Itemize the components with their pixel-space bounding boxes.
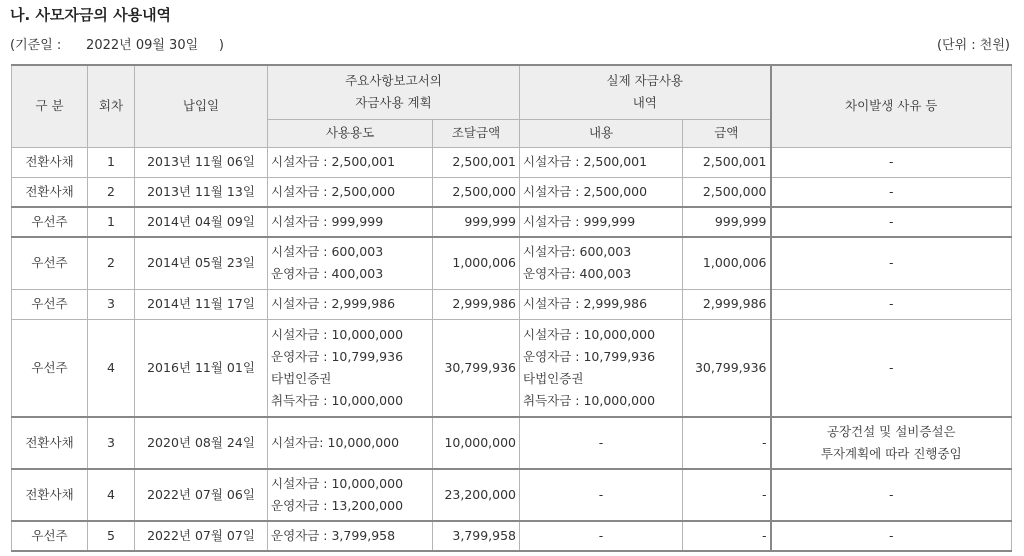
cell-plan-purpose-line: 시설자금 : 2,500,000 <box>271 183 396 199</box>
cell-actual-content <box>520 237 683 289</box>
table-row <box>12 177 1012 207</box>
cell-category: 우선주 <box>12 319 88 417</box>
cell-reason-line: - <box>889 359 894 375</box>
cell-round: 2 <box>88 237 135 289</box>
cell-plan-purpose <box>268 207 433 237</box>
cell-plan-purpose-line: 시설자금 : 10,000,000 <box>271 476 404 491</box>
basis-date: (기준일 : 2022년 09월 30일 ) <box>10 38 224 53</box>
cell-round: 3 <box>88 289 135 319</box>
cell-actual-content <box>520 521 683 551</box>
cell-plan-purpose <box>268 147 433 177</box>
cell-actual-amount: 2,500,000 <box>683 177 771 207</box>
header-plan-amount: 조달금액 <box>433 119 520 147</box>
cell-plan-purpose-line: 운영자금 : 400,003 <box>271 266 384 282</box>
cell-plan-purpose-line: 시설자금: 10,000,000 <box>271 435 400 450</box>
cell-plan-purpose <box>268 289 433 319</box>
cell-actual-content-line: 시설자금 : 2,500,001 <box>523 154 648 169</box>
cell-round: 2 <box>88 177 135 207</box>
cell-plan-amount: 1,000,006 <box>433 237 520 289</box>
table-row <box>12 147 1012 177</box>
cell-round: 4 <box>88 469 135 521</box>
cell-actual-content-line: 시설자금: 600,003 <box>523 244 632 260</box>
cell-payment-date: 2022년 07월 07일 <box>135 521 268 551</box>
cell-actual-amount: 2,500,001 <box>683 147 771 177</box>
cell-reason-line: - <box>889 183 894 199</box>
cell-actual-amount: - <box>683 521 771 551</box>
cell-plan-purpose-line: 시설자금 : 10,000,000 <box>271 326 404 342</box>
cell-plan-purpose <box>268 177 433 207</box>
cell-plan-amount: 2,500,000 <box>433 177 520 207</box>
cell-actual-amount: 999,999 <box>683 207 771 237</box>
cell-payment-date: 2013년 11월 06일 <box>135 147 268 177</box>
cell-category: 전환사채 <box>12 147 88 177</box>
header-reason: 차이발생 사유 등 <box>771 65 1012 147</box>
cell-plan-purpose <box>268 521 433 551</box>
cell-reason <box>771 289 1012 319</box>
cell-actual-content-line: 시설자금 : 10,000,000 <box>523 326 656 342</box>
cell-reason-line: 투자계획에 따라 진행중임 <box>820 446 962 461</box>
cell-reason <box>771 469 1012 521</box>
cell-actual-content <box>520 207 683 237</box>
header-round: 회차 <box>88 65 135 147</box>
cell-actual-content-line: 시설자금 : 2,500,000 <box>523 183 648 199</box>
cell-payment-date: 2014년 11월 17일 <box>135 289 268 319</box>
header-actual-amount: 금액 <box>683 119 771 147</box>
cell-plan-amount: 23,200,000 <box>433 469 520 521</box>
cell-round: 1 <box>88 207 135 237</box>
cell-actual-content <box>520 417 683 469</box>
header-actual-content: 내용 <box>520 119 683 147</box>
table-row <box>12 289 1012 319</box>
cell-reason-line: - <box>889 528 894 543</box>
cell-reason-line: 공장건설 및 설비증설은 <box>826 424 956 439</box>
cell-actual-amount: 1,000,006 <box>683 237 771 289</box>
cell-plan-purpose-line: 운영자금 : 3,799,958 <box>271 528 396 543</box>
cell-round: 5 <box>88 521 135 551</box>
cell-plan-purpose-line: 운영자금 : 13,200,000 <box>271 498 404 513</box>
cell-payment-date: 2020년 08월 24일 <box>135 417 268 469</box>
cell-plan-amount: 2,999,986 <box>433 289 520 319</box>
cell-reason <box>771 177 1012 207</box>
cell-reason <box>771 417 1012 469</box>
cell-category: 전환사채 <box>12 469 88 521</box>
cell-plan-purpose <box>268 469 433 521</box>
cell-plan-purpose-line: 시설자금 : 999,999 <box>271 214 384 229</box>
cell-payment-date: 2016년 11월 01일 <box>135 319 268 417</box>
cell-reason <box>771 237 1012 289</box>
cell-actual-content <box>520 319 683 417</box>
cell-actual-content <box>520 147 683 177</box>
cell-actual-amount: - <box>683 417 771 469</box>
table-row <box>12 237 1012 289</box>
unit-label: (단위 : 천원) <box>936 38 1010 53</box>
cell-plan-purpose-line: 취득자금 : 10,000,000 <box>271 392 404 408</box>
cell-reason <box>771 147 1012 177</box>
cell-actual-content <box>520 177 683 207</box>
cell-reason-line: - <box>889 154 894 169</box>
cell-plan-amount: 10,000,000 <box>433 417 520 469</box>
header-plan-group: 주요사항보고서의 자금사용 계획 <box>268 65 520 119</box>
table-row <box>12 207 1012 237</box>
table-row <box>12 469 1012 521</box>
cell-actual-content-line: - <box>598 487 604 502</box>
header-actual-group: 실제 자금사용 내역 <box>520 65 771 119</box>
section-title: 나. 사모자금의 사용내역 <box>10 6 172 24</box>
cell-payment-date: 2014년 05월 23일 <box>135 237 268 289</box>
cell-category: 전환사채 <box>12 177 88 207</box>
cell-plan-purpose-line: 시설자금 : 600,003 <box>271 244 384 260</box>
cell-round: 3 <box>88 417 135 469</box>
cell-reason <box>771 207 1012 237</box>
cell-reason <box>771 319 1012 417</box>
table-row <box>12 521 1012 551</box>
cell-reason <box>771 521 1012 551</box>
cell-category: 우선주 <box>12 521 88 551</box>
cell-category: 우선주 <box>12 207 88 237</box>
cell-plan-purpose <box>268 417 433 469</box>
cell-category: 우선주 <box>12 237 88 289</box>
fund-usage-table <box>11 64 1012 552</box>
cell-plan-purpose <box>268 237 433 289</box>
cell-actual-content-line: 시설자금 : 2,999,986 <box>523 296 648 311</box>
cell-reason-line: - <box>889 487 894 502</box>
cell-plan-purpose <box>268 319 433 417</box>
cell-actual-content-line: 운영자금 : 10,799,936 <box>523 348 656 364</box>
cell-plan-purpose-line: 타법인증권 <box>271 370 332 386</box>
cell-payment-date: 2013년 11월 13일 <box>135 177 268 207</box>
cell-plan-amount: 3,799,958 <box>433 521 520 551</box>
cell-plan-amount: 2,500,001 <box>433 147 520 177</box>
cell-plan-amount: 999,999 <box>433 207 520 237</box>
cell-actual-amount: - <box>683 469 771 521</box>
cell-plan-purpose-line: 운영자금 : 10,799,936 <box>271 348 404 364</box>
table-row <box>12 417 1012 469</box>
cell-actual-content-line: - <box>598 435 604 450</box>
cell-actual-content-line: 시설자금 : 999,999 <box>523 214 636 229</box>
cell-actual-content <box>520 469 683 521</box>
cell-payment-date: 2022년 07월 06일 <box>135 469 268 521</box>
cell-reason-line: - <box>889 255 894 271</box>
cell-actual-content <box>520 289 683 319</box>
cell-category: 전환사채 <box>12 417 88 469</box>
cell-payment-date: 2014년 04월 09일 <box>135 207 268 237</box>
cell-category: 우선주 <box>12 289 88 319</box>
cell-round: 1 <box>88 147 135 177</box>
table-row <box>12 319 1012 417</box>
cell-actual-content-line: 타법인증권 <box>523 370 584 386</box>
cell-actual-content-line: 취득자금 : 10,000,000 <box>523 392 656 408</box>
cell-actual-amount: 2,999,986 <box>683 289 771 319</box>
cell-reason-line: - <box>889 296 894 311</box>
cell-actual-content-line: - <box>598 528 604 543</box>
header-payment-date: 납입일 <box>135 65 268 147</box>
cell-actual-amount: 30,799,936 <box>683 319 771 417</box>
header-plan-purpose: 사용용도 <box>268 119 433 147</box>
cell-round: 4 <box>88 319 135 417</box>
cell-reason-line: - <box>889 214 894 229</box>
cell-plan-amount: 30,799,936 <box>433 319 520 417</box>
cell-actual-content-line: 운영자금: 400,003 <box>523 266 632 282</box>
header-category: 구 분 <box>12 65 88 147</box>
cell-plan-purpose-line: 시설자금 : 2,999,986 <box>271 296 396 311</box>
cell-plan-purpose-line: 시설자금 : 2,500,001 <box>271 154 396 169</box>
